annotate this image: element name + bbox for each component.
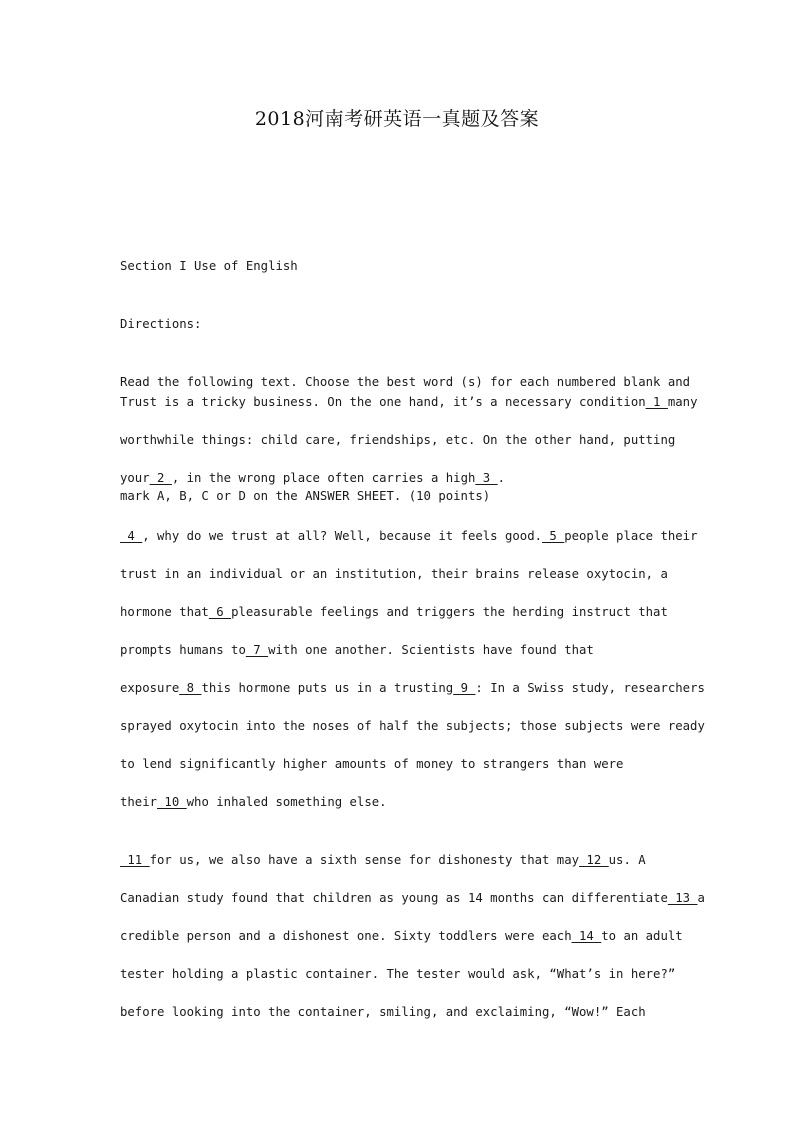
numbered-blank: _8_ — [179, 681, 202, 695]
directions-text: Read the following text. Choose the best word (s) for each numbered blank and mark A, B, C or D on the ANSWER SHEET. (10 points) — [120, 375, 691, 503]
text-segment: : In a Swiss study, researchers — [475, 681, 705, 695]
text-line — [120, 593, 690, 631]
paragraph-3 — [120, 841, 705, 1031]
text-line — [120, 631, 690, 669]
numbered-blank: _6_ — [208, 605, 232, 619]
text-segment: a — [697, 891, 705, 905]
text-segment: pleasurable feelings and triggers the herding instruct that — [231, 605, 668, 619]
numbered-blank: _3_ — [475, 471, 498, 485]
numbered-blank: _13_ — [667, 891, 698, 905]
numbered-blank: _11_ — [120, 853, 150, 867]
text-segment: Canadian study found that children as young as 14 months can differentiate — [120, 891, 668, 905]
text-segment: to lend significantly higher amounts of money to strangers than were — [120, 757, 624, 771]
section-heading: Section I Use of English — [120, 259, 298, 273]
text-segment: credible person and a dishonest one. Sixty toddlers were each — [120, 929, 572, 943]
text-line — [120, 879, 705, 917]
text-segment: Trust is a tricky business. On the one hand, it’s a necessary condition — [120, 395, 646, 409]
text-segment: sprayed oxytocin into the noses of half the subjects; those subjects were ready — [120, 719, 705, 733]
text-line — [120, 459, 690, 497]
paragraph-2 — [120, 517, 705, 821]
text-line — [120, 669, 705, 707]
numbered-blank: _10_ — [157, 795, 187, 809]
directions-label: Directions: — [120, 317, 202, 331]
text-line — [120, 517, 698, 555]
text-segment: before looking into the container, smiling, and exclaiming, “Wow!” Each — [120, 1005, 646, 1019]
numbered-blank: _4_ — [120, 529, 143, 543]
text-segment: their — [120, 795, 158, 809]
text-line — [120, 841, 690, 879]
text-segment: many — [667, 395, 698, 409]
text-segment: for us, we also have a sixth sense for dishonesty that may — [149, 853, 580, 867]
numbered-blank: _9_ — [453, 681, 476, 695]
text-segment: us. A — [608, 853, 646, 867]
numbered-blank: _5_ — [542, 529, 565, 543]
text-line — [120, 917, 690, 955]
text-segment: this hormone puts us in a trusting — [201, 681, 454, 695]
text-line — [120, 993, 690, 1031]
numbered-blank: _1_ — [645, 395, 668, 409]
numbered-blank: _7_ — [245, 643, 269, 657]
text-segment: trust in an individual or an institution, their brains release oxytocin, a — [120, 567, 668, 581]
text-segment: with one another. Scientists have found that — [268, 643, 594, 657]
text-segment: your — [120, 471, 150, 485]
text-segment: , in the wrong place often carries a high — [171, 471, 476, 485]
numbered-blank: _2_ — [149, 471, 172, 485]
text-segment: hormone that — [120, 605, 209, 619]
text-segment: who inhaled something else. — [186, 795, 387, 809]
text-segment: , why do we trust at all? Well, because it feels good. — [142, 529, 542, 543]
text-segment: prompts humans to — [120, 643, 246, 657]
text-segment: to an adult — [601, 929, 683, 943]
text-line — [120, 955, 690, 993]
text-line — [120, 783, 690, 821]
numbered-blank: _12_ — [579, 853, 609, 867]
paragraph-1 — [120, 383, 698, 497]
document-title: 2018河南考研英语一真题及答案 — [254, 108, 540, 130]
text-segment: . — [497, 471, 506, 485]
text-segment: exposure — [120, 681, 180, 695]
text-segment: people place their — [564, 529, 698, 543]
text-line — [120, 383, 698, 421]
text-line — [120, 555, 690, 593]
text-segment: tester holding a plastic container. The tester would ask, “What’s in here?” — [120, 967, 676, 981]
text-line — [120, 745, 690, 783]
text-segment: worthwhile things: child care, friendships, etc. On the other hand, putting — [120, 433, 676, 447]
text-line — [120, 707, 705, 745]
numbered-blank: _14_ — [571, 929, 602, 943]
text-line — [120, 421, 690, 459]
